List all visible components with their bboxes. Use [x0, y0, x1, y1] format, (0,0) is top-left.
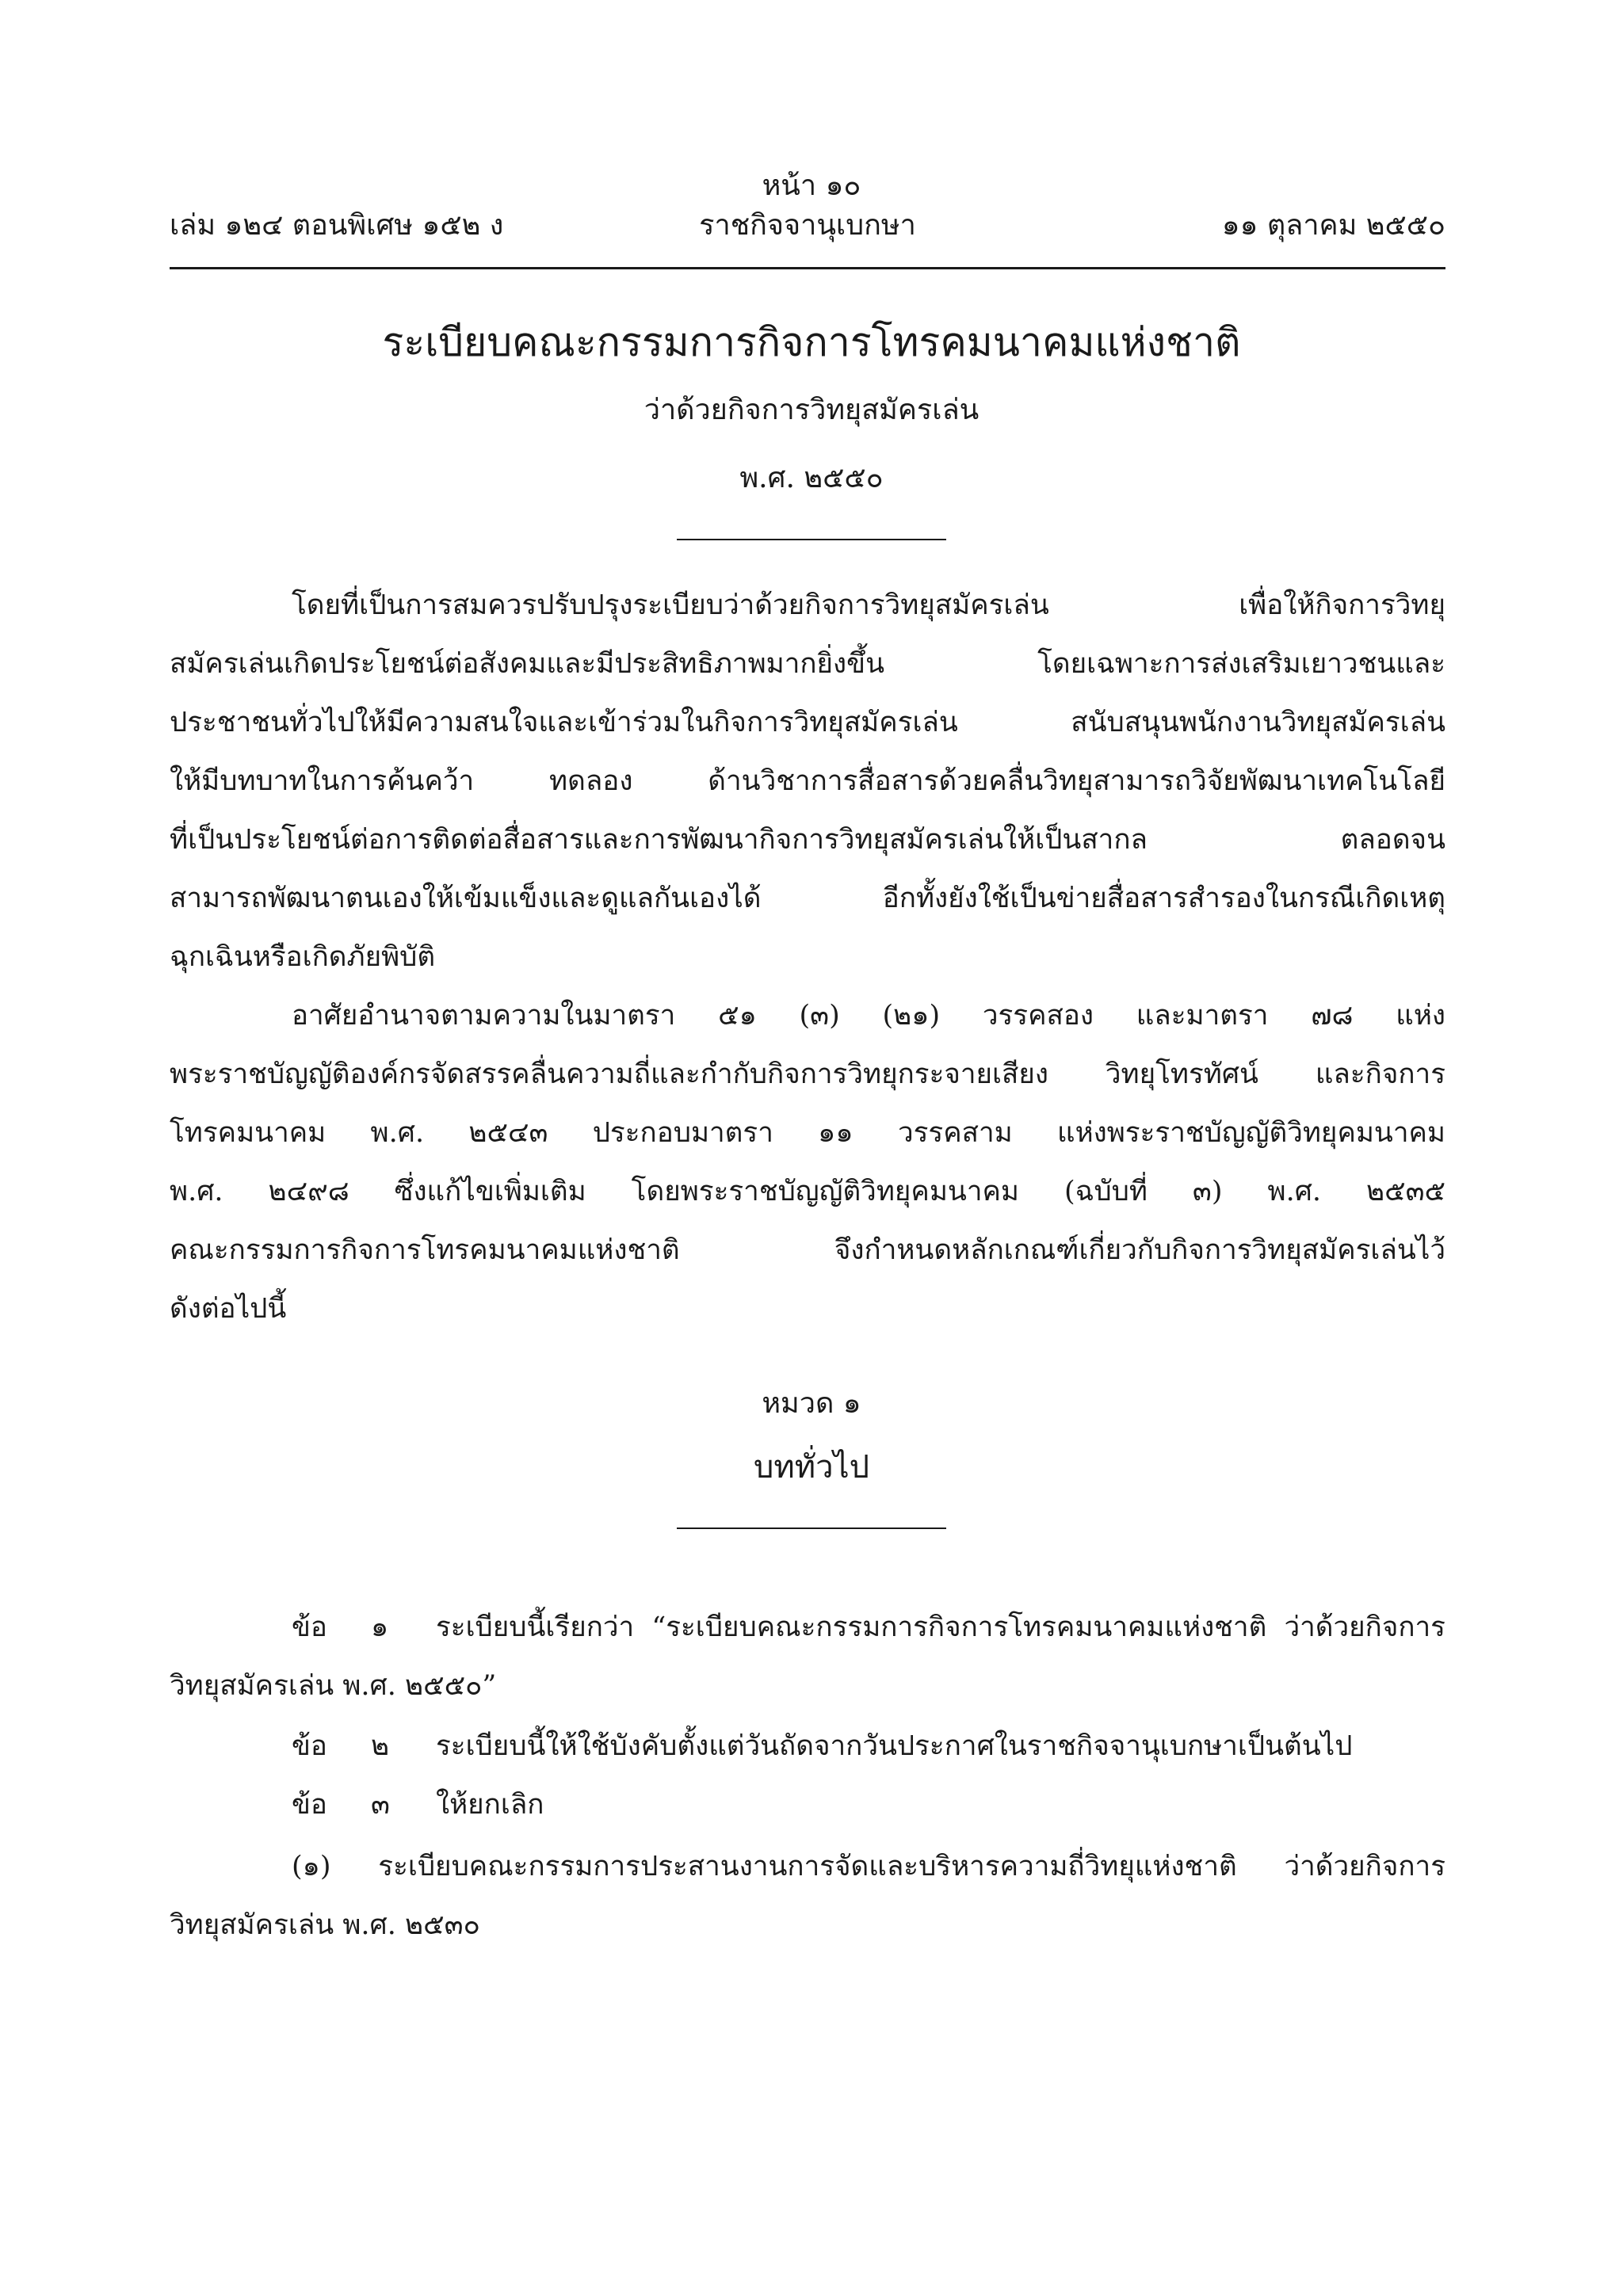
- page-number: หน้า ๑๐: [762, 170, 861, 202]
- authority-line: พ.ศ. ๒๔๙๘ ซึ่งแก้ไขเพิ่มเติม โดยพระราชบัญญัติวิทยุคมนาคม (ฉบับที่ ๓) พ.ศ. ๒๕๓๕: [170, 1176, 1445, 1207]
- header-rule: [170, 267, 1445, 269]
- authority-line: อาศัยอำนาจตามความในมาตรา ๕๑ (๓) (๒๑) วรรคสอง และมาตรา ๗๘ แห่ง: [292, 1000, 1445, 1032]
- publication-date: ๑๑ ตุลาคม ๒๕๕๐: [1221, 209, 1445, 242]
- clause-1: [292, 1608, 1445, 1646]
- subclause-1-continuation: วิทยุสมัครเล่น พ.ศ. ๒๕๓๐: [170, 1909, 480, 1941]
- clause-keyword: ข้อ: [292, 1730, 327, 1762]
- volume-issue: เล่ม ๑๒๔ ตอนพิเศษ ๑๕๒ ง: [170, 209, 504, 242]
- clause-text: ระเบียบนี้เรียกว่า “ระเบียบคณะกรรมการกิจการโทรคมนาคมแห่งชาติ ว่าด้วยกิจการ: [436, 1611, 1445, 1643]
- clause-number: ๑: [371, 1611, 389, 1643]
- document-year: พ.ศ. ๒๕๕๐: [739, 462, 884, 494]
- gazette-name: ราชกิจจานุเบกษา: [699, 209, 916, 242]
- document-title: ระเบียบคณะกรรมการกิจการโทรคมนาคมแห่งชาติ: [382, 319, 1241, 365]
- authority-line: โทรคมนาคม พ.ศ. ๒๕๔๓ ประกอบมาตรา ๑๑ วรรคสาม แห่งพระราชบัญญัติวิทยุคมนาคม: [170, 1117, 1445, 1149]
- clause-1-continuation: วิทยุสมัครเล่น พ.ศ. ๒๕๕๐”: [170, 1670, 497, 1702]
- preamble-line: สามารถพัฒนาตนเองให้เข้มแข็งและดูแลกันเองได้ อีกทั้งยังใช้เป็นข่ายสื่อสารสำรองในกรณีเกิดเหตุ: [170, 883, 1445, 914]
- gazette-header: [170, 208, 1445, 244]
- document-subtitle: ว่าด้วยกิจการวิทยุสมัครเล่น: [643, 394, 980, 426]
- clause-text: ระเบียบนี้ให้ใช้บังคับตั้งแต่วันถัดจากวันประกาศในราชกิจจานุเบกษาเป็นต้นไป: [436, 1730, 1353, 1762]
- chapter-number: หมวด ๑: [762, 1387, 861, 1420]
- preamble-line: ประชาชนทั่วไปให้มีความสนใจและเข้าร่วมในกิจการวิทยุสมัครเล่น สนับสนุนพนักงานวิทยุสมัครเล่น: [170, 707, 1445, 738]
- clause-number: ๓: [371, 1789, 390, 1821]
- clause-keyword: ข้อ: [292, 1611, 327, 1643]
- preamble-line: ที่เป็นประโยชน์ต่อการติดต่อสื่อสารและการพัฒนากิจการวิทยุสมัครเล่นให้เป็นสากล ตลอดจน: [170, 824, 1445, 856]
- title-rule: [677, 539, 946, 540]
- clause-2: [292, 1727, 1352, 1765]
- subclause-1: (๑) ระเบียบคณะกรรมการประสานงานการจัดและบริหารความถี่วิทยุแห่งชาติ ว่าด้วยกิจการ: [292, 1851, 1445, 1882]
- clause-3: [292, 1786, 544, 1824]
- preamble-line: โดยที่เป็นการสมควรปรับปรุงระเบียบว่าด้วยกิจการวิทยุสมัครเล่น เพื่อให้กิจการวิทยุ: [292, 589, 1445, 621]
- clause-keyword: ข้อ: [292, 1789, 327, 1821]
- clause-text: ให้ยกเลิก: [436, 1789, 544, 1821]
- authority-line: ดังต่อไปนี้: [170, 1293, 287, 1325]
- chapter-rule: [677, 1527, 946, 1529]
- preamble-line: ให้มีบทบาทในการค้นคว้า ทดลอง ด้านวิชาการสื่อสารด้วยคลื่นวิทยุสามารถวิจัยพัฒนาเทคโนโลยี: [170, 765, 1445, 797]
- chapter-name: บททั่วไป: [753, 1449, 870, 1486]
- authority-line: คณะกรรมการกิจการโทรคมนาคมแห่งชาติ จึงกำหนดหลักเกณฑ์เกี่ยวกับกิจการวิทยุสมัครเล่นไว้: [170, 1234, 1445, 1266]
- clause-number: ๒: [371, 1730, 390, 1762]
- preamble-line: สมัครเล่นเกิดประโยชน์ต่อสังคมและมีประสิทธิภาพมากยิ่งขึ้น โดยเฉพาะการส่งเสริมเยาวชนและ: [170, 648, 1445, 680]
- preamble-line: ฉุกเฉินหรือเกิดภัยพิบัติ: [170, 941, 436, 973]
- authority-line: พระราชบัญญัติองค์กรจัดสรรคลื่นความถี่และกำกับกิจการวิทยุกระจายเสียง วิทยุโทรทัศน์ และกิจการ: [170, 1058, 1445, 1090]
